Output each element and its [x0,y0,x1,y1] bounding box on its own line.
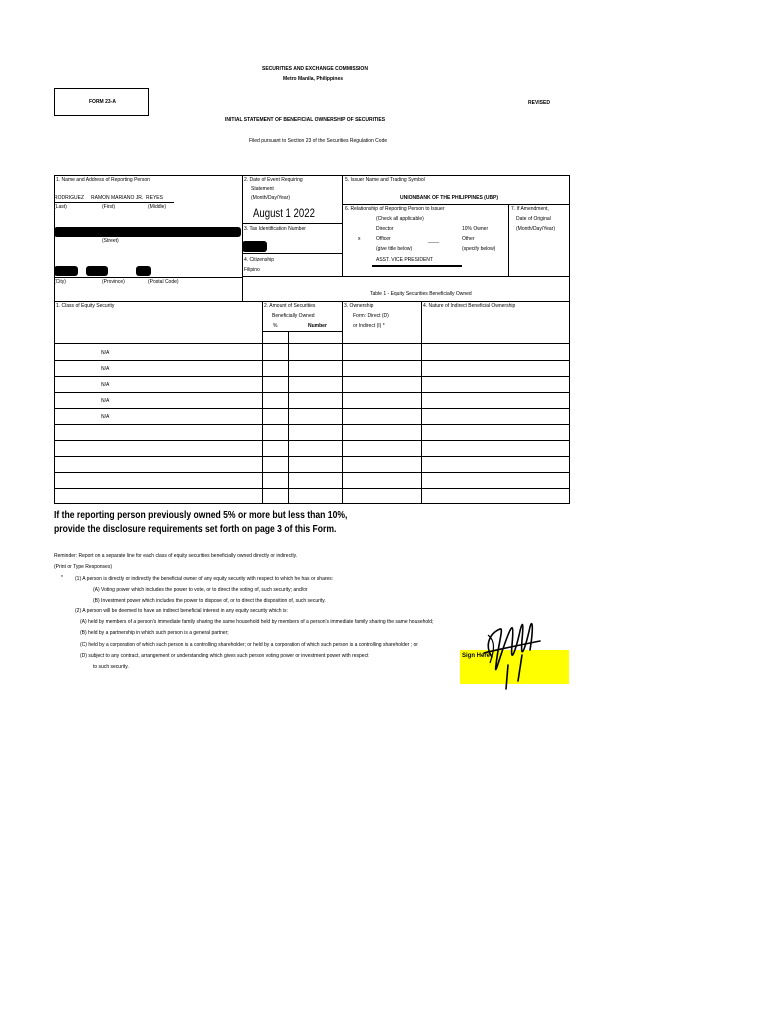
commission-location: Metro Manila, Philippines [283,76,344,82]
table-row-cell: N/A [101,350,110,356]
table-row-line [54,392,570,393]
table-row-cell: N/A [101,382,110,388]
note-2d: (D) subject to any contract, arrangement or understanding which gives such person voting power or investment power with respect [80,653,369,659]
issuer-name: UNIONBANK OF THE PHILIPPINES (UBP) [400,195,499,201]
grid-line [242,276,570,277]
reminder-line: Reminder: Report on a separate line for each class of equity securities beneficially owned directly or indirectly. [54,553,298,559]
col2-header-2: Beneficially Owned [272,313,315,319]
officer-title-value: ASST. VICE PRESIDENT [376,257,433,263]
other-blank: ____ [428,238,440,244]
box2-label: 2. Date of Event Requiring [244,177,303,183]
box2-format: (Month/Day/Year) [251,195,290,201]
sign-here-label: Sign Here [462,653,491,659]
col3-header-3: or Indirect (I) * [353,323,385,329]
commission-name: SECURITIES AND EXCHANGE COMMISSION [262,66,368,72]
notice-line-1: If the reporting person previously owned 5% or more but less than 10%, [54,510,348,521]
specify-label: (specify below) [462,246,496,252]
form-title: INITIAL STATEMENT OF BENEFICIAL OWNERSHIP OF SECURITIES [225,117,386,123]
box5-label: 5. Issuer Name and Trading Symbol [345,177,425,183]
table-row-line [54,488,570,489]
box4-label: 4. Citizenship [244,257,275,263]
middle-name-value: REYES [146,195,163,201]
revised-label: REVISED [528,100,550,106]
grid-line [508,204,509,276]
table-col-line [288,331,289,503]
table-row-line [54,424,570,425]
box1-label: 1. Name and Address of Reporting Person [56,177,150,183]
table-row-cell: N/A [101,366,110,372]
footnote-star: * [61,575,63,581]
col3-header: 3. Ownership [344,303,374,309]
table-row-line [54,456,570,457]
grid-line [342,204,570,205]
city-label: (City) [54,279,66,285]
officer-label: Officer [376,236,391,242]
note-2b: (B) held by a partnership in which such person is a general partner; [80,630,229,636]
grid-line [242,175,243,301]
grid-line [54,301,570,302]
table-bottom-line [54,503,570,504]
col2-header: 2. Amount of Securities [264,303,316,309]
last-name-value: RODRIGUEZ [54,195,84,201]
name-underline [54,202,174,203]
table-row-line [54,376,570,377]
grid-line [54,175,55,503]
redacted-tin [242,241,267,252]
note-2c: (C) held by a corporation of which such person is a controlling shareholder; or held by a corporation of which such person is a controlling shareholder ; or [80,642,418,648]
grid-line [242,253,342,254]
table-row-line [54,360,570,361]
form-number-box [54,88,149,116]
table-header-line [54,343,570,344]
redacted-street [54,227,241,237]
table-title: Table 1 - Equity Securities Beneficially Owned [370,291,472,297]
postal-label: (Postal Code) [148,279,179,285]
form-number: FORM 23-A [89,99,116,105]
last-label: (Last) [54,204,67,210]
table-row-line [54,472,570,473]
other-label: Other [462,236,475,242]
grid-line [342,175,343,276]
province-label: (Province) [102,279,125,285]
box2-label2: Statement [251,186,274,192]
box7-format: (Month/Day/Year) [516,226,555,232]
col2-pct-header: % [273,323,278,329]
note-2e: to such security. [93,664,129,670]
col4-header: 4. Nature of Indirect Beneficial Ownership [423,303,516,309]
print-type-line: (Print or Type Responses) [54,564,112,570]
street-label: (Street) [102,238,119,244]
grid-line [54,175,570,176]
grid-line [242,223,342,224]
box6-label: 6. Relationship of Reporting Person to Issuer [345,206,445,212]
middle-label: (Middle) [148,204,167,210]
table-row-cell: N/A [101,414,110,420]
handwritten-signature [470,605,550,690]
owner10-label: 10% Owner [462,226,489,232]
address-underline [54,277,242,278]
box7-label2: Date of Original [516,216,551,222]
box3-label: 3. Tax Identification Number [244,226,306,232]
redacted-city [54,266,78,276]
box7-label: 7. If Amendment, [511,206,549,212]
table-row-line [54,440,570,441]
note-2: (2) A person will be deemed to have an indirect beneficial interest in any equity security which is: [75,608,288,614]
note-1b: (B) Investment power which includes the power to dispose of, or to direct the disposition of, such security. [93,598,326,604]
note-1a: (A) Voting power which includes the power to vote, or to direct the voting of, such security; and/or [93,587,308,593]
note-1: (1) A person is directly or indirectly the beneficial owner of any equity security with respect to which he has or shares: [75,576,334,582]
grid-line [569,175,570,503]
citizenship-value: Filipino [244,267,260,273]
notice-line-2: provide the disclosure requirements set forth on page 3 of this Form. [54,524,337,535]
redacted-postal [136,266,151,276]
officer-checkmark: x [358,236,361,242]
give-title-label: (give title below) [376,246,413,252]
check-all-applicable: (Check all applicable) [376,216,424,222]
col1-header: 1. Class of Equity Security [56,303,115,309]
col2-number-header: Number [308,323,327,329]
filed-pursuant: Filed pursuant to Section 23 of the Securities Regulation Code [249,138,388,144]
redacted-province [86,266,108,276]
table-subheader-line [262,331,342,332]
col3-header-2: Form: Direct (D) [353,313,389,319]
first-label: (First) [102,204,116,210]
table-row-line [54,408,570,409]
first-name-value: RAMON MARIANO JR. [91,195,144,201]
title-underline [372,265,462,267]
director-label: Director [376,226,394,232]
table-row-cell: N/A [101,398,110,404]
event-date-value: August 1 2022 [253,206,315,220]
note-2a: (A) held by members of a person's immediate family sharing the same household held by members of a person's immediate family sharing the same household; [80,619,434,625]
